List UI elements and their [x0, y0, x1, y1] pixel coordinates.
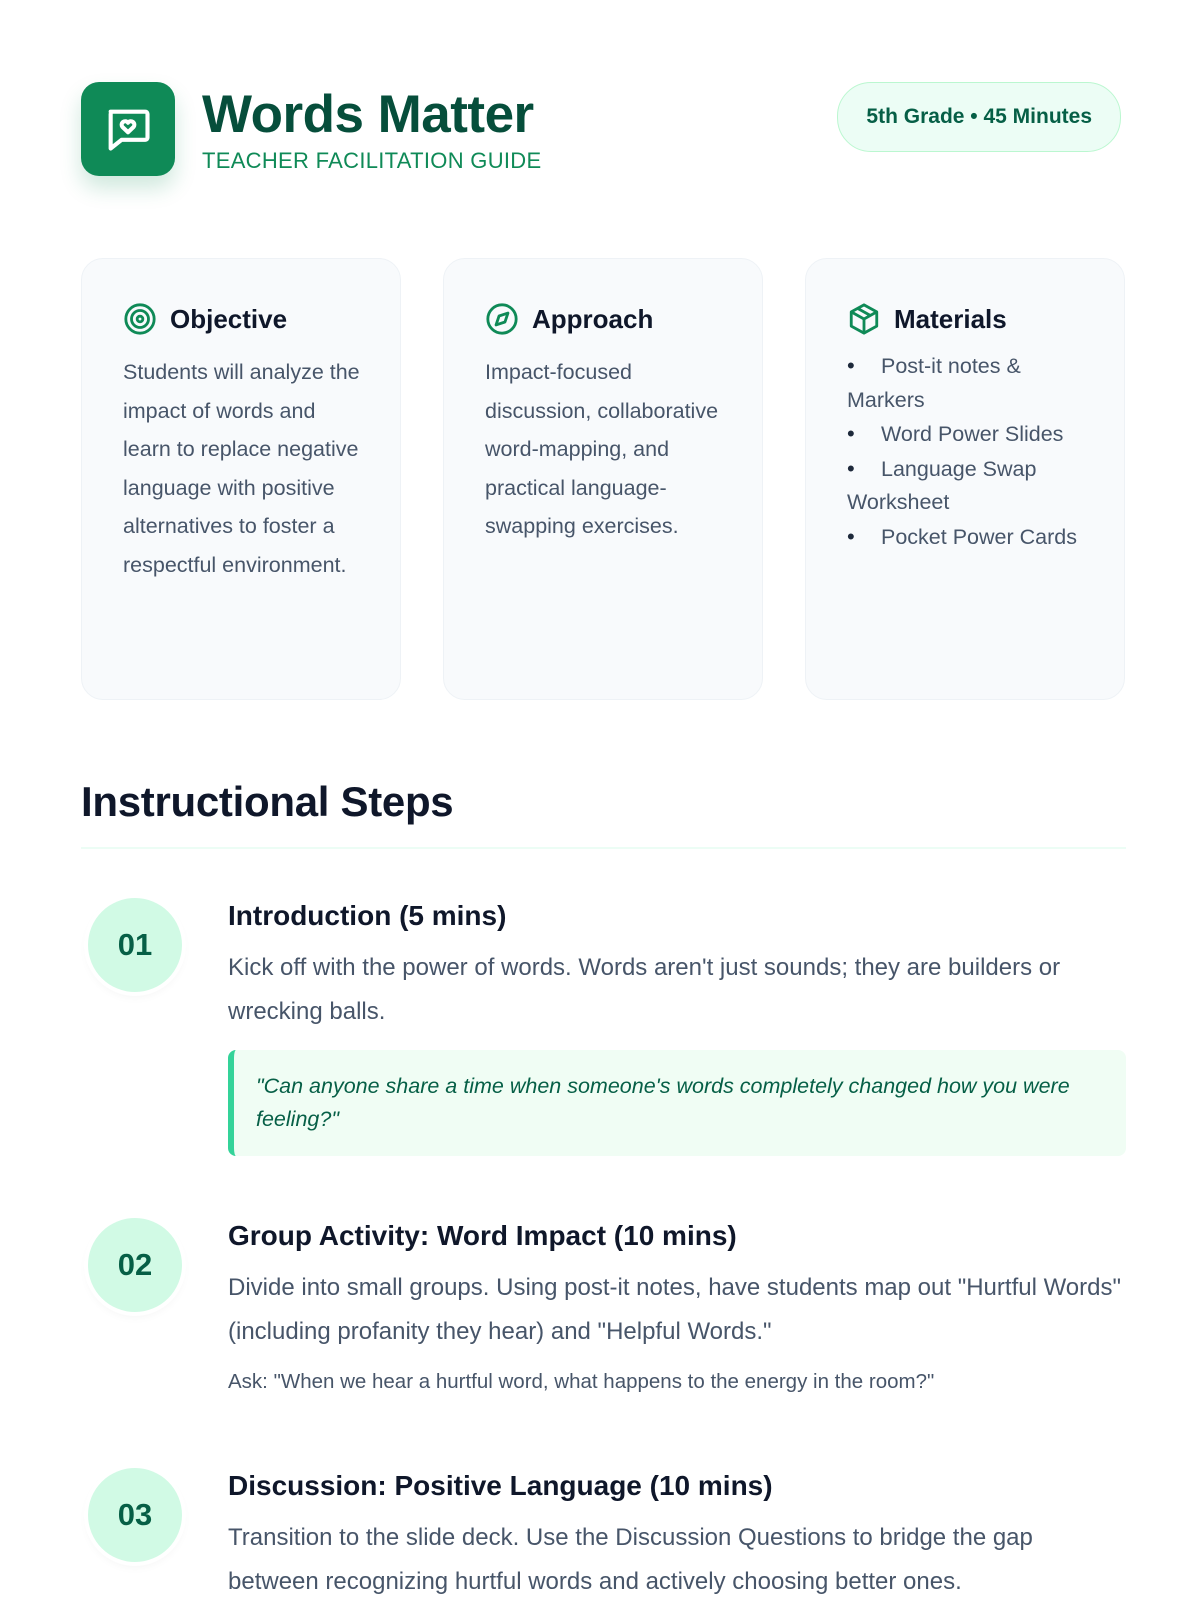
target-icon [123, 302, 157, 336]
app-logo [81, 82, 175, 176]
step-description: Transition to the slide deck. Use the Discussion Questions to bridge the gap between recognizing hurtful words and actively choosing better ones. [228, 1524, 1033, 1595]
box-icon [847, 302, 881, 336]
step-title: Introduction (5 mins) [228, 900, 507, 931]
message-heart-icon [102, 103, 154, 155]
materials-title: Materials [894, 303, 1007, 334]
page-header [81, 82, 1121, 182]
step-title: Discussion: Positive Language (10 mins) [228, 1470, 773, 1501]
overview-cards [81, 258, 1126, 700]
compass-icon [485, 302, 519, 336]
list-item: • Language Swap Worksheet [847, 455, 1037, 514]
objective-card [81, 258, 401, 700]
prompt-quote: "Can anyone share a time when someone's words completely changed how you were feeling?" [228, 1050, 1126, 1156]
section-divider [81, 847, 1126, 849]
list-item: • Pocket Power Cards [847, 523, 1077, 549]
step-description: Kick off with the power of words. Words aren't just sounds; they are builders or wrecking balls. [228, 954, 1061, 1025]
step-number-badge: 02 [88, 1218, 182, 1312]
approach-text: Impact-focused discussion, collaborative word-mapping, and practical language-swapping exercises. [485, 360, 719, 538]
objective-text: Students will analyze the impact of words and learn to replace negative language with positive alternatives to foster a respectful environment. [123, 360, 360, 577]
section-title: Instructional Steps [81, 778, 454, 825]
objective-title: Objective [170, 303, 288, 334]
materials-list [847, 349, 1088, 554]
step-number-badge: 01 [88, 898, 182, 992]
approach-title: Approach [532, 303, 654, 334]
step-note: Ask: "When we hear a hurtful word, what happens to the energy in the room?" [228, 1370, 935, 1393]
approach-card [443, 258, 763, 700]
materials-card [805, 258, 1125, 700]
grade-duration-badge: 5th Grade • 45 Minutes [837, 82, 1121, 152]
step-title: Group Activity: Word Impact (10 mins) [228, 1220, 737, 1251]
step-description: Divide into small groups. Using post-it notes, have students map out "Hurtful Words" (including profanity they hear) and "Helpful Words." [228, 1274, 1122, 1345]
step-number-badge: 03 [88, 1468, 182, 1562]
list-item: • Post-it notes & Markers [847, 353, 1021, 412]
page-subtitle: TEACHER FACILITATION GUIDE [202, 148, 542, 173]
page-title: Words Matter [202, 85, 534, 144]
list-item: • Word Power Slides [847, 421, 1064, 446]
